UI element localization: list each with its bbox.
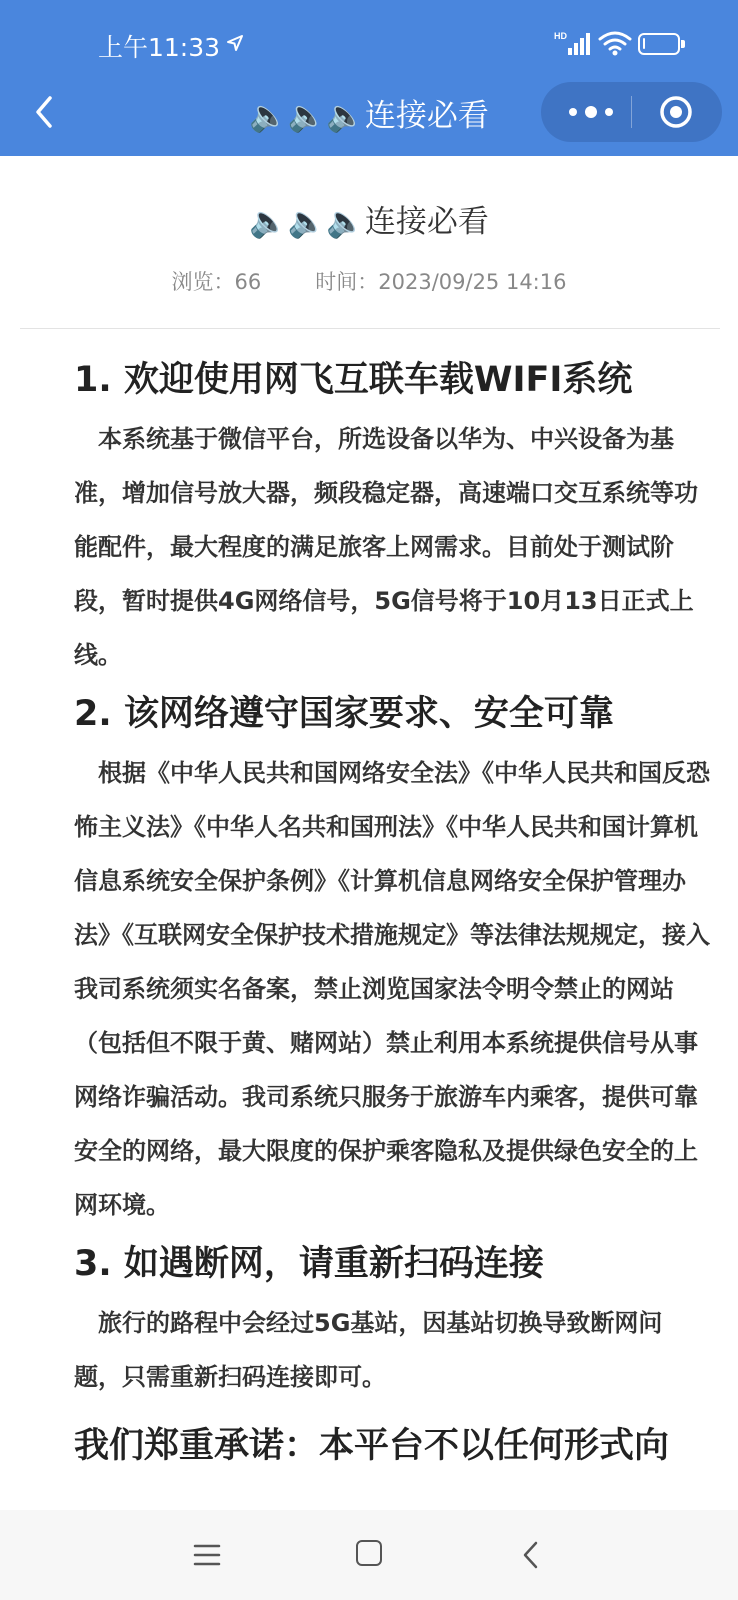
status-time: 上午11:33 — [98, 33, 221, 62]
promise-heading: 我们郑重承诺：本平台不以任何形式向 — [74, 1426, 670, 1466]
article-meta — [0, 266, 738, 296]
home-button[interactable] — [356, 1540, 382, 1566]
battery-body — [638, 33, 680, 55]
section-heading: 2. 该网络遵守国家要求、安全可靠 — [74, 694, 614, 734]
more-dot-icon — [569, 108, 577, 116]
view-count: 浏览：66 — [171, 270, 262, 294]
section-heading: 3. 如遇断网，请重新扫码连接 — [74, 1244, 544, 1284]
divider — [20, 328, 720, 329]
nav-title: 🔈🔈🔈连接必看 — [249, 98, 489, 134]
battery-cap — [681, 40, 685, 48]
more-dot-icon — [585, 106, 597, 118]
article-body — [74, 356, 710, 1478]
section-text: 根据《中华人民共和国网络安全法》《中华人民共和国反恐怖主义法》《中华人名共和国刑法》《中华人民共和国计算机信息系统安全保护条例》《计算机信息网络安全保护管理办法》《互联网安全保护技术措施规定》等法律法规规定，接入我司系统须实名备案，禁止浏览国家法令明令禁止的网站（包括但不限于黄、赌网站）禁止利用本系统提供信号从事网络诈骗活动。我司系统只服务于旅游车内乘客，提供可靠安全的网络，最大限度的保护乘客隐私及提供绿色安全的上网环境。 — [74, 759, 710, 1219]
more-button[interactable] — [563, 82, 619, 142]
publish-time: 时间：2023/09/25 14:16 — [315, 270, 567, 294]
signal-icon — [554, 30, 592, 56]
menu-button[interactable] — [193, 1542, 221, 1568]
section-text: 本系统基于微信平台，所选设备以华为、中兴设备为基准，增加信号放大器，频段稳定器，高速端口交互系统等功能配件，最大程度的满足旅客上网需求。目前处于测试阶段，暂时提供4G网络信号，5G信号将于10月13日正式上线。 — [74, 425, 698, 669]
section-text: 旅行的路程中会经过5G基站，因基站切换导致断网问题，只需重新扫码连接即可。 — [74, 1309, 663, 1391]
system-nav-bar — [0, 1510, 738, 1600]
location-arrow-icon — [226, 34, 244, 52]
battery-percent: 7 — [656, 36, 666, 52]
system-back-button[interactable] — [520, 1540, 542, 1570]
article-title: 🔈🔈🔈连接必看 — [249, 204, 489, 240]
section-heading: 1. 欢迎使用网飞互联车载WIFI系统 — [74, 360, 633, 400]
wifi-icon — [598, 30, 632, 56]
signal-hd-label: HD — [554, 31, 567, 41]
mini-program-capsule — [541, 82, 722, 142]
battery-indicator — [638, 33, 686, 55]
close-mini-program-button[interactable] — [659, 95, 693, 129]
article-page — [0, 156, 738, 1510]
app-header — [0, 0, 738, 156]
status-bar — [0, 0, 738, 88]
capsule-divider — [631, 96, 632, 128]
more-dot-icon — [605, 108, 613, 116]
